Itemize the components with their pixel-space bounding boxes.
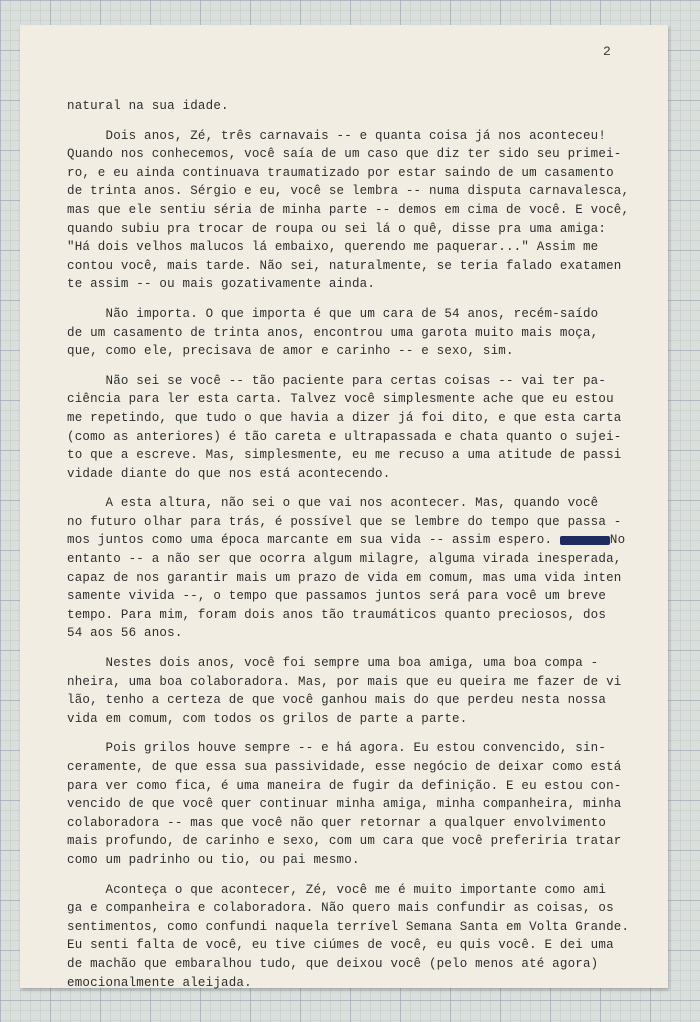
text-line: Pois grilos houve sempre -- e há agora. Eu estou convencido, sin- bbox=[67, 741, 607, 756]
text-line: A esta altura, não sei o que vai nos acontecer. Mas, quando você bbox=[67, 496, 599, 511]
text-line: que, como ele, precisava de amor e carinho -- e sexo, sim. bbox=[67, 344, 514, 359]
text-line: ceramente, de que essa sua passividade, esse negócio de deixar como está bbox=[67, 760, 622, 774]
text-line-redacted bbox=[67, 531, 652, 550]
text-line: mas que ele sentiu séria de minha parte -- demos em cima de você. E você, bbox=[67, 202, 630, 217]
text-line: Dois anos, Zé, três carnavais -- e quanta coisa já nos aconteceu! bbox=[67, 128, 607, 143]
text-line: de um casamento de trinta anos, encontrou uma garota muito mais moça, bbox=[67, 325, 599, 340]
letter-body bbox=[67, 97, 652, 1003]
text-line: Quando nos conhecemos, você saía de um caso que diz ter sido seu primei- bbox=[67, 147, 622, 162]
paragraph-8 bbox=[67, 881, 652, 993]
text-line: quando subiu pra trocar de roupa ou sei lá o quê, disse pra uma amiga: bbox=[67, 221, 607, 236]
text-line: Nestes dois anos, você foi sempre uma boa amiga, uma boa compa - bbox=[67, 656, 599, 671]
text-line: ciência para ler esta carta. Talvez você simplesmente ache que eu estou bbox=[67, 392, 614, 407]
text-line: Não importa. O que importa é que um cara de 54 anos, recém-saído bbox=[67, 306, 599, 321]
letter-page bbox=[20, 25, 668, 988]
text-segment: No bbox=[609, 533, 626, 548]
text-line: "Há dois velhos malucos lá embaixo, querendo me paquerar..." Assim me bbox=[67, 240, 599, 255]
text-line: ga e companheira e colaboradora. Não quero mais confundir as coisas, os bbox=[67, 901, 614, 916]
text-line: Não sei se você -- tão paciente para certas coisas -- vai ter pa- bbox=[67, 373, 607, 388]
text-line: colaboradora -- mas que você não quer retornar a qualquer envolvimento bbox=[67, 815, 607, 830]
paragraph-3 bbox=[67, 305, 652, 361]
paragraph-6 bbox=[67, 654, 652, 728]
text-line: lão, tenho a certeza de que você ganhou mais do que perdeu nesta nossa bbox=[67, 693, 607, 708]
text-line: emocionalmente aleijada. bbox=[67, 975, 252, 990]
paragraph-1 bbox=[67, 97, 652, 116]
text-line: contou você, mais tarde. Não sei, naturalmente, se teria falado exatamen bbox=[67, 258, 622, 273]
text-line: samente vivida --, o tempo que passamos juntos será para você um breve bbox=[67, 589, 607, 604]
paragraph-5 bbox=[67, 494, 652, 643]
text-line: capaz de nos garantir mais um prazo de vida em comum, mas uma vida inten bbox=[67, 570, 622, 585]
text-line: ro, e eu ainda continuava traumatizado por estar saindo de um casamento bbox=[67, 165, 614, 180]
text-line: de trinta anos. Sérgio e eu, você se lembra -- numa disputa carnavalesca, bbox=[67, 184, 630, 199]
text-line: vida em comum, com todos os grilos de parte a parte. bbox=[67, 711, 468, 726]
text-line: mais profundo, de carinho e sexo, com um cara que você preferiria tratar bbox=[67, 834, 622, 849]
redaction-mark bbox=[560, 536, 610, 545]
text-line: natural na sua idade. bbox=[67, 99, 229, 113]
text-line: tempo. Para mim, foram dois anos tão traumáticos quanto preciosos, dos bbox=[67, 607, 607, 622]
text-line: entanto -- a não ser que ocorra algum milagre, alguma virada inesperada, bbox=[67, 552, 622, 567]
text-segment: mos juntos como uma época marcante em sua vida -- assim espero. bbox=[67, 533, 553, 548]
text-line: to que a escreve. Mas, simplesmente, eu me recuso a uma atitude de passi bbox=[67, 448, 622, 463]
text-line: vencido de que você quer continuar minha amiga, minha companheira, minha bbox=[67, 797, 622, 812]
text-line: sentimentos, como confundi naquela terrível Semana Santa em Volta Grande. bbox=[67, 919, 630, 934]
text-line: me repetindo, que tudo o que havia a dizer já foi dito, e que esta carta bbox=[67, 410, 622, 425]
text-line: no futuro olhar para trás, é possível que se lembre do tempo que passa - bbox=[67, 514, 622, 529]
paragraph-2 bbox=[67, 127, 652, 294]
text-line: Aconteça o que acontecer, Zé, você me é muito importante como ami bbox=[67, 882, 607, 897]
text-line: como um padrinho ou tio, ou pai mesmo. bbox=[67, 852, 360, 867]
page-number: 2 bbox=[603, 44, 611, 59]
text-line: para ver como fica, é uma maneira de fugir da definição. E eu estou con- bbox=[67, 778, 622, 793]
text-line: te assim -- ou mais gozativamente ainda. bbox=[67, 277, 376, 292]
paragraph-4 bbox=[67, 372, 652, 484]
text-line: de machão que embaralhou tudo, que deixou você (pelo menos até agora) bbox=[67, 956, 599, 971]
text-line: vidade diante do que nos está acontecendo. bbox=[67, 466, 391, 481]
text-line: (como as anteriores) é tão careta e ultrapassada e chata quanto o sujei- bbox=[67, 429, 622, 444]
text-line: 54 aos 56 anos. bbox=[67, 626, 183, 641]
paragraph-7 bbox=[67, 739, 652, 869]
text-line: Eu senti falta de você, eu tive ciúmes de você, eu quis você. E dei uma bbox=[67, 938, 614, 953]
text-line: nheira, uma boa colaboradora. Mas, por mais que eu queira me fazer de vi bbox=[67, 674, 622, 689]
